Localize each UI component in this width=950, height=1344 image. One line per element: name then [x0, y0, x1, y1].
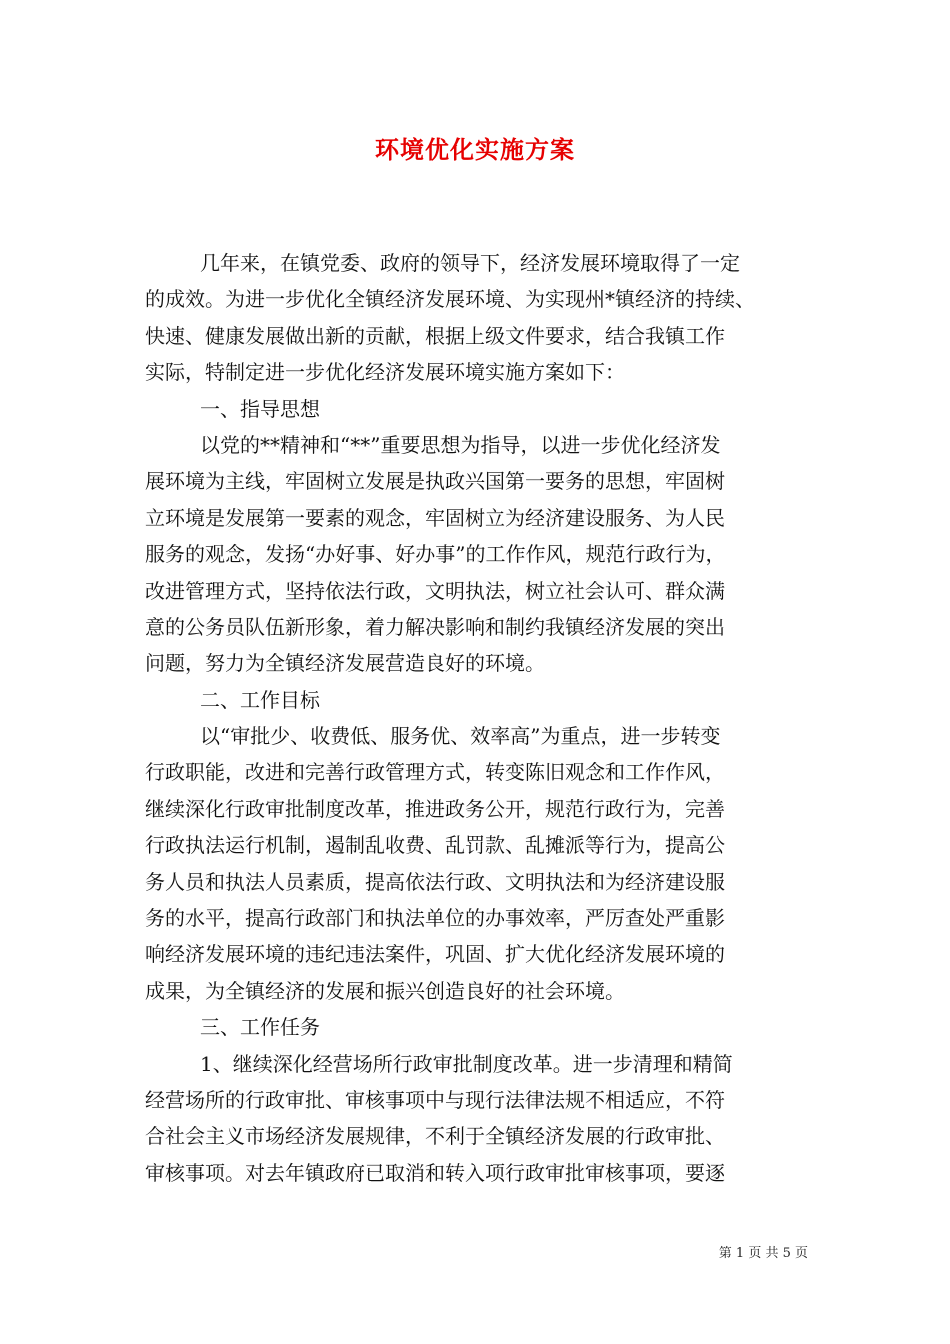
paragraph-line: 实际，特制定进一步优化经济发展环境实施方案如下： — [145, 360, 625, 385]
section-heading: 二、工作目标 — [200, 687, 320, 712]
paragraph-line: 务人员和执法人员素质，提高依法行政、文明执法和为经济建设服 — [145, 869, 725, 894]
document-body — [145, 245, 815, 1191]
section-heading: 三、工作任务 — [200, 1015, 320, 1040]
paragraph-line: 以党的**精神和“**”重要思想为指导，以进一步优化经济发 — [200, 432, 721, 457]
paragraph-line: 合社会主义市场经济发展规律，不利于全镇经济发展的行政审批、 — [145, 1124, 725, 1149]
paragraph-line: 立环境是发展第一要素的观念，牢固树立为经济建设服务、为人民 — [145, 505, 725, 530]
paragraph-line: 服务的观念，发扬“办好事、好办事”的工作作风，规范行政行为， — [145, 542, 726, 567]
paragraph-line: 以“审批少、收费低、服务优、效率高”为重点，进一步转变 — [200, 724, 721, 749]
paragraph-line: 经营场所的行政审批、审核事项中与现行法律法规不相适应，不符 — [145, 1087, 725, 1112]
paragraph-line: 继续深化行政审批制度改革，推进政务公开，规范行政行为，完善 — [145, 796, 725, 821]
paragraph-line: 展环境为主线，牢固树立发展是执政兴国第一要务的思想，牢固树 — [145, 469, 725, 494]
paragraph-line: 几年来，在镇党委、政府的领导下，经济发展环境取得了一定 — [200, 251, 740, 275]
paragraph-line: 行政职能，改进和完善行政管理方式，转变陈旧观念和工作作风， — [145, 760, 725, 785]
paragraph-line: 1、继续深化经营场所行政审批制度改革。进一步清理和精简 — [200, 1051, 733, 1076]
paragraph-line: 改进管理方式，坚持依法行政，文明执法，树立社会认可、群众满 — [145, 578, 725, 603]
document-title: 环境优化实施方案 — [375, 135, 575, 164]
paragraph-line: 务的水平，提高行政部门和执法单位的办事效率，严厉查处严重影 — [145, 906, 725, 931]
page-number-footer: 第 1 页 共 5 页 — [718, 1246, 808, 1261]
paragraph-line: 审核事项。对去年镇政府已取消和转入项行政审批审核事项，要逐 — [145, 1160, 725, 1185]
section-heading: 一、指导思想 — [200, 396, 320, 421]
paragraph-line: 成果，为全镇经济的发展和振兴创造良好的社会环境。 — [145, 978, 625, 1003]
paragraph-line: 快速、健康发展做出新的贡献，根据上级文件要求，结合我镇工作 — [145, 323, 725, 348]
paragraph-line: 的成效。为进一步优化全镇经济发展环境、为实现州*镇经济的持续、 — [145, 287, 755, 312]
paragraph-line: 问题，努力为全镇经济发展营造良好的环境。 — [145, 651, 545, 676]
paragraph-line: 响经济发展环境的违纪违法案件，巩固、扩大优化经济发展环境的 — [145, 942, 725, 967]
paragraph-line: 意的公务员队伍新形象，着力解决影响和制约我镇经济发展的突出 — [145, 614, 725, 639]
paragraph-line: 行政执法运行机制，遏制乱收费、乱罚款、乱摊派等行为，提高公 — [145, 833, 725, 858]
